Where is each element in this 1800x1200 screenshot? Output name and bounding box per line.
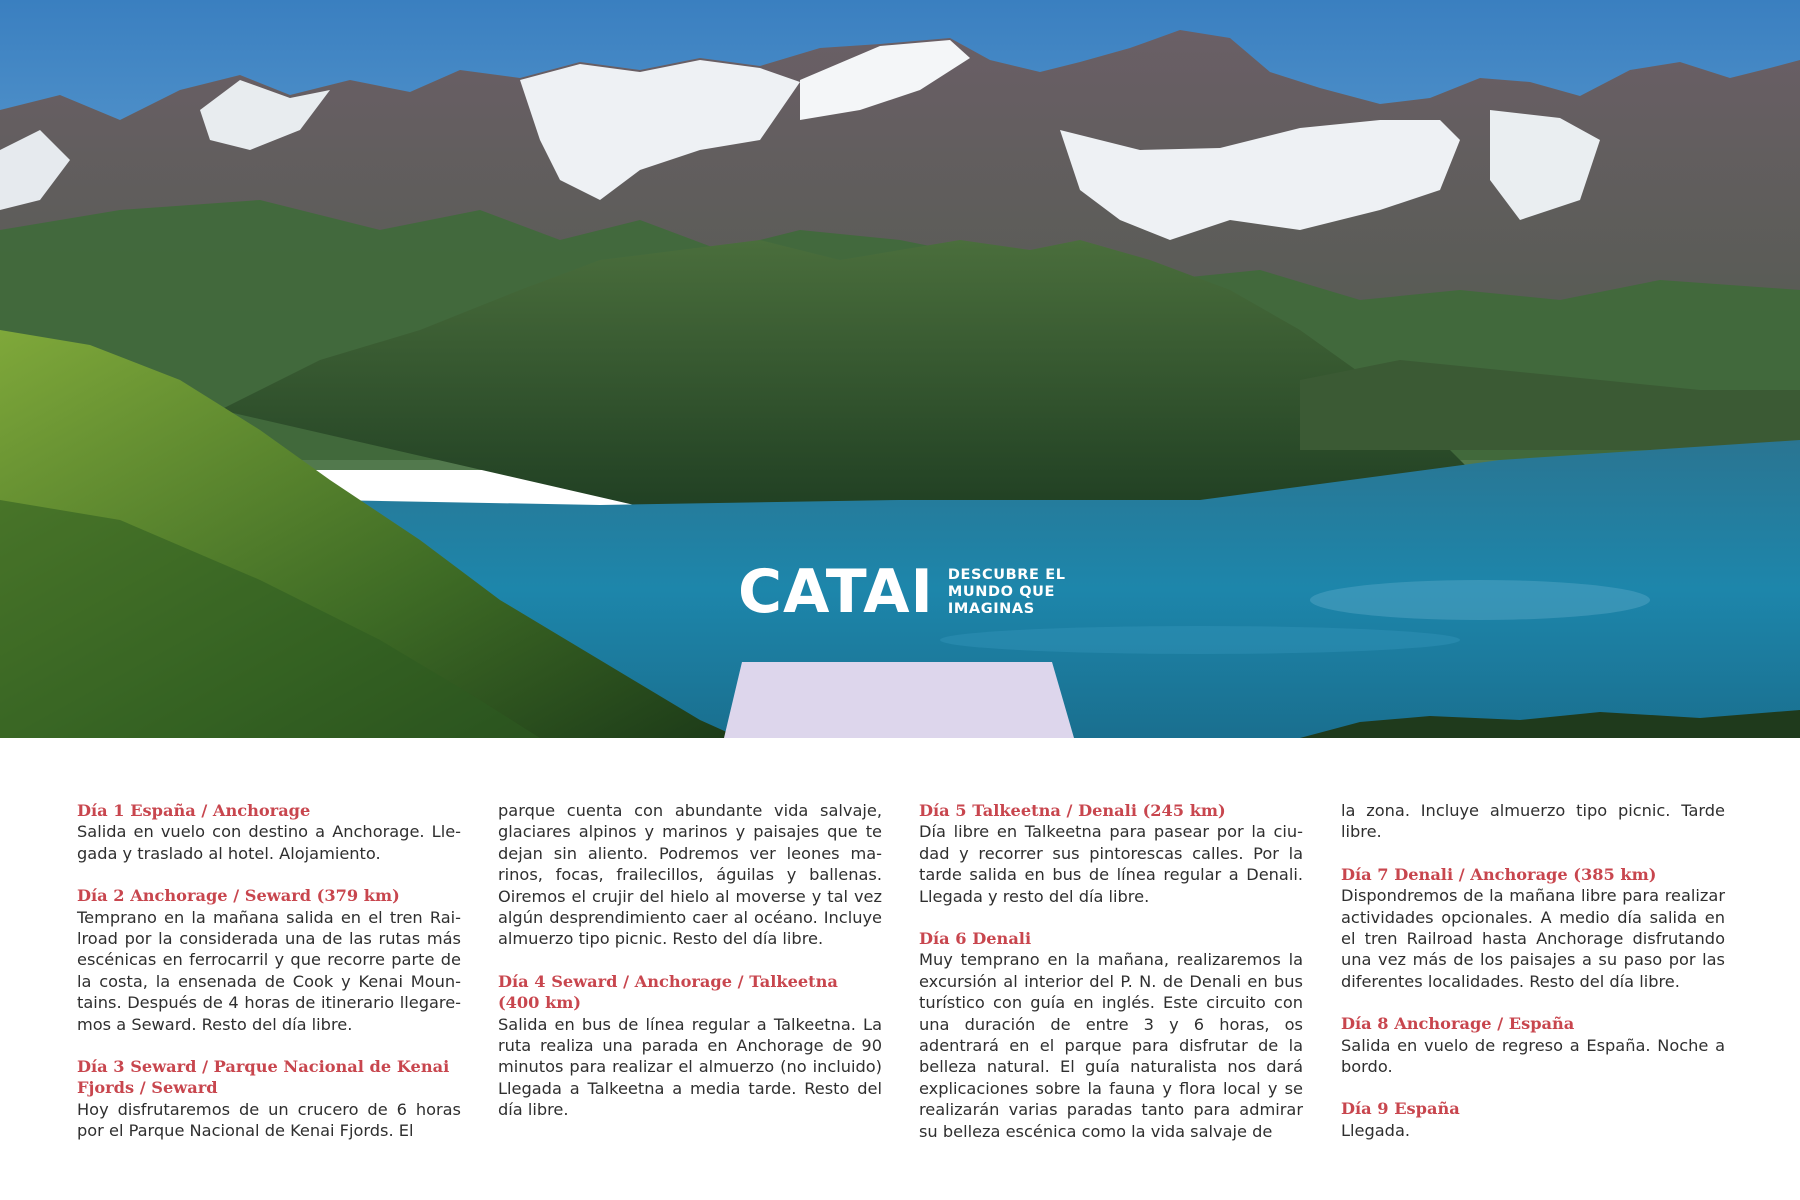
- itinerary-column-4: [1341, 800, 1725, 1162]
- brand-name: CATAI: [738, 557, 934, 627]
- day-1-title: Día 1 España / Anchorage: [77, 801, 311, 820]
- day-6: [919, 928, 1303, 1142]
- day-3-text: Hoy disfrutaremos de un crucero de 6 horas por el Parque Nacional de Kenai Fjords. El: [77, 1099, 461, 1141]
- day-5: [919, 800, 1303, 907]
- day-2-title: Día 2 Anchorage / Seward (379 km): [77, 886, 400, 906]
- day-3-text-continued: parque cuenta con abundante vida salvaje, glaciares alpinos y marinos y paisajes que te dejan sin aliento. Podremos ver leones ma-rinos, focas, frailecillos, águilas y ballenas. Oiremos el crujir del hielo al moverse y tal vez algún desprendimiento caer al océano. Incluye almuerzo tipo picnic. Resto del día libre.: [498, 801, 882, 949]
- day-3: [77, 1056, 461, 1142]
- day-3-title: Día 3 Seward / Parque Nacional de Kenai Fjords / Seward: [77, 1057, 450, 1098]
- brand-logo: [738, 557, 1066, 627]
- day-2-text: Temprano en la mañana salida en el tren Rai-lroad por la considerada una de las rutas más escénicas en ferrocarril y que recorre parte de la costa, la ensenada de Cook y Kenai Moun-tains. Después de 4 horas de itinerario llegare-mos a Seward. Resto del día libre.: [77, 907, 461, 1034]
- day-5-title: Día 5 Talkeetna / Denali (245 km): [919, 801, 1226, 820]
- day-7-text: Dispondremos de la mañana libre para realizar actividades opcionales. A medio día salida en el tren Railroad hasta Anchorage disfrutando una vez más de los paisajes a su paso por las diferentes localidades. Resto del día libre.: [1341, 886, 1725, 991]
- day-7-title: Día 7 Denali / Anchorage (385 km): [1341, 864, 1657, 884]
- tagline-line-1: DESCUBRE EL: [947, 566, 1066, 583]
- itinerary-column-3: [919, 800, 1303, 1163]
- itinerary-column-2: [498, 800, 882, 1142]
- brand-tagline: [948, 567, 1066, 618]
- itinerary-section: [0, 790, 1800, 1190]
- tagline-line-2: MUNDO QUE: [947, 583, 1055, 600]
- day-9-title: Día 9 España: [1341, 1099, 1460, 1119]
- day-6-continued: [1341, 800, 1725, 843]
- day-9-text: Llegada.: [1341, 1120, 1411, 1140]
- itinerary-column-1: [77, 800, 461, 1163]
- day-8-title: Día 8 Anchorage / España: [1341, 1014, 1575, 1034]
- decorative-tab: [724, 662, 1074, 738]
- tagline-line-3: IMAGINAS: [947, 600, 1035, 617]
- day-1-text: Salida en vuelo con destino a Anchorage. Lle-gada y traslado al hotel. Alojamiento.: [77, 822, 461, 863]
- day-4-text: Salida en bus de línea regular a Talkeetna. La ruta realiza una parada en Anchorage de 90 minutos para realizar el almuerzo (no incluido) Llegada a Talkeetna a media tarde. Resto del día libre.: [498, 1014, 882, 1120]
- day-7: [1341, 864, 1725, 992]
- day-5-text: Día libre en Talkeetna para pasear por la ciu-dad y recorrer sus pintorescas calles. Por la tarde salida en bus de línea regular a Denali. Llegada y resto del día libre.: [919, 822, 1303, 906]
- day-8: [1341, 1013, 1725, 1077]
- day-4-title: Día 4 Seward / Anchorage / Talkeetna (400 km): [498, 971, 838, 1013]
- day-6-text-continued: la zona. Incluye almuerzo tipo picnic. Tarde libre.: [1341, 801, 1725, 842]
- day-4: [498, 971, 882, 1121]
- day-2: [77, 885, 461, 1035]
- day-8-text: Salida en vuelo de regreso a España. Noche a bordo.: [1341, 1035, 1725, 1077]
- day-9: [1341, 1098, 1725, 1141]
- day-6-text: Muy temprano en la mañana, realizaremos la excursión al interior del P. N. de Denali en bus turístico con guía en inglés. Este circuito con una duración de entre 3 y 6 horas, os adentrará en el parque para disfrutar de la belleza natural. El guía naturalista nos dará explicaciones sobre la fauna y flora local y se realizarán varias paradas tanto para admirar su belleza escénica como la vida salvaje de: [919, 950, 1303, 1141]
- day-1: [77, 800, 461, 864]
- day-6-title: Día 6 Denali: [919, 929, 1032, 949]
- day-3-continued: [498, 800, 882, 950]
